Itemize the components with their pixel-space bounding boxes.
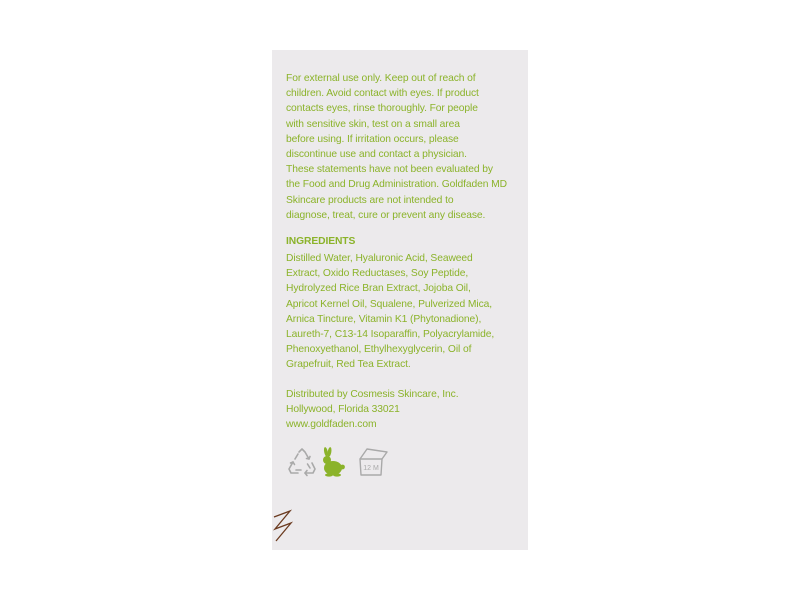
ingredients-line: Extract, Oxido Reductases, Soy Peptide, — [286, 268, 469, 280]
cruelty-free-bunny-icon — [318, 446, 348, 478]
warning-line: the Food and Drug Administration. Goldfaden MD — [286, 179, 507, 191]
warning-line: diagnose, treat, cure or prevent any disease. — [286, 209, 486, 221]
warning-line: contacts eyes, rinse thoroughly. For people — [286, 103, 478, 115]
warning-text — [286, 71, 522, 223]
ingredients-heading: INGREDIENTS — [286, 236, 356, 247]
warning-line: For external use only. Keep out of reach of — [286, 73, 476, 84]
warning-line: discontinue use and contact a physician. — [286, 149, 467, 161]
package-side-panel — [272, 50, 528, 550]
distributor-line: Distributed by Cosmesis Skincare, Inc. — [286, 389, 459, 400]
ingredients-line: Apricot Kernel Oil, Squalene, Pulverized Mica, — [286, 298, 493, 310]
decorative-squiggle — [272, 505, 322, 550]
warning-line: children. Avoid contact with eyes. If product — [286, 88, 479, 100]
distributor-line: Hollywood, Florida 33021 — [286, 404, 400, 416]
warning-line: These statements have not been evaluated by — [286, 164, 493, 176]
ingredients-line: Arnica Tincture, Vitamin K1 (Phytonadione), — [286, 313, 482, 325]
pao-label: 12 M — [363, 465, 379, 472]
ingredients-line: Hydrolyzed Rice Bran Extract, Jojoba Oil, — [286, 283, 471, 295]
ingredients-line: Distilled Water, Hyaluronic Acid, Seaweed — [286, 253, 473, 264]
warning-line: with sensitive skin, test on a small area — [286, 118, 460, 130]
distributor-info — [286, 387, 522, 433]
warning-line: before using. If irritation occurs, please — [286, 133, 459, 145]
ingredients-line: Phenoxyethanol, Ethylhexyglycerin, Oil of — [286, 344, 472, 356]
ingredients-line: Grapefruit, Red Tea Extract. — [286, 359, 411, 371]
website-line: www.goldfaden.com — [286, 419, 377, 431]
ingredients-line: Laureth-7, C13-14 Isoparaffin, Polyacrylamide, — [286, 329, 495, 341]
recycle-icon — [286, 446, 318, 478]
ingredients-list — [286, 251, 522, 373]
period-after-opening-icon — [354, 446, 388, 478]
warning-line: Skincare products are not intended to — [286, 194, 454, 206]
